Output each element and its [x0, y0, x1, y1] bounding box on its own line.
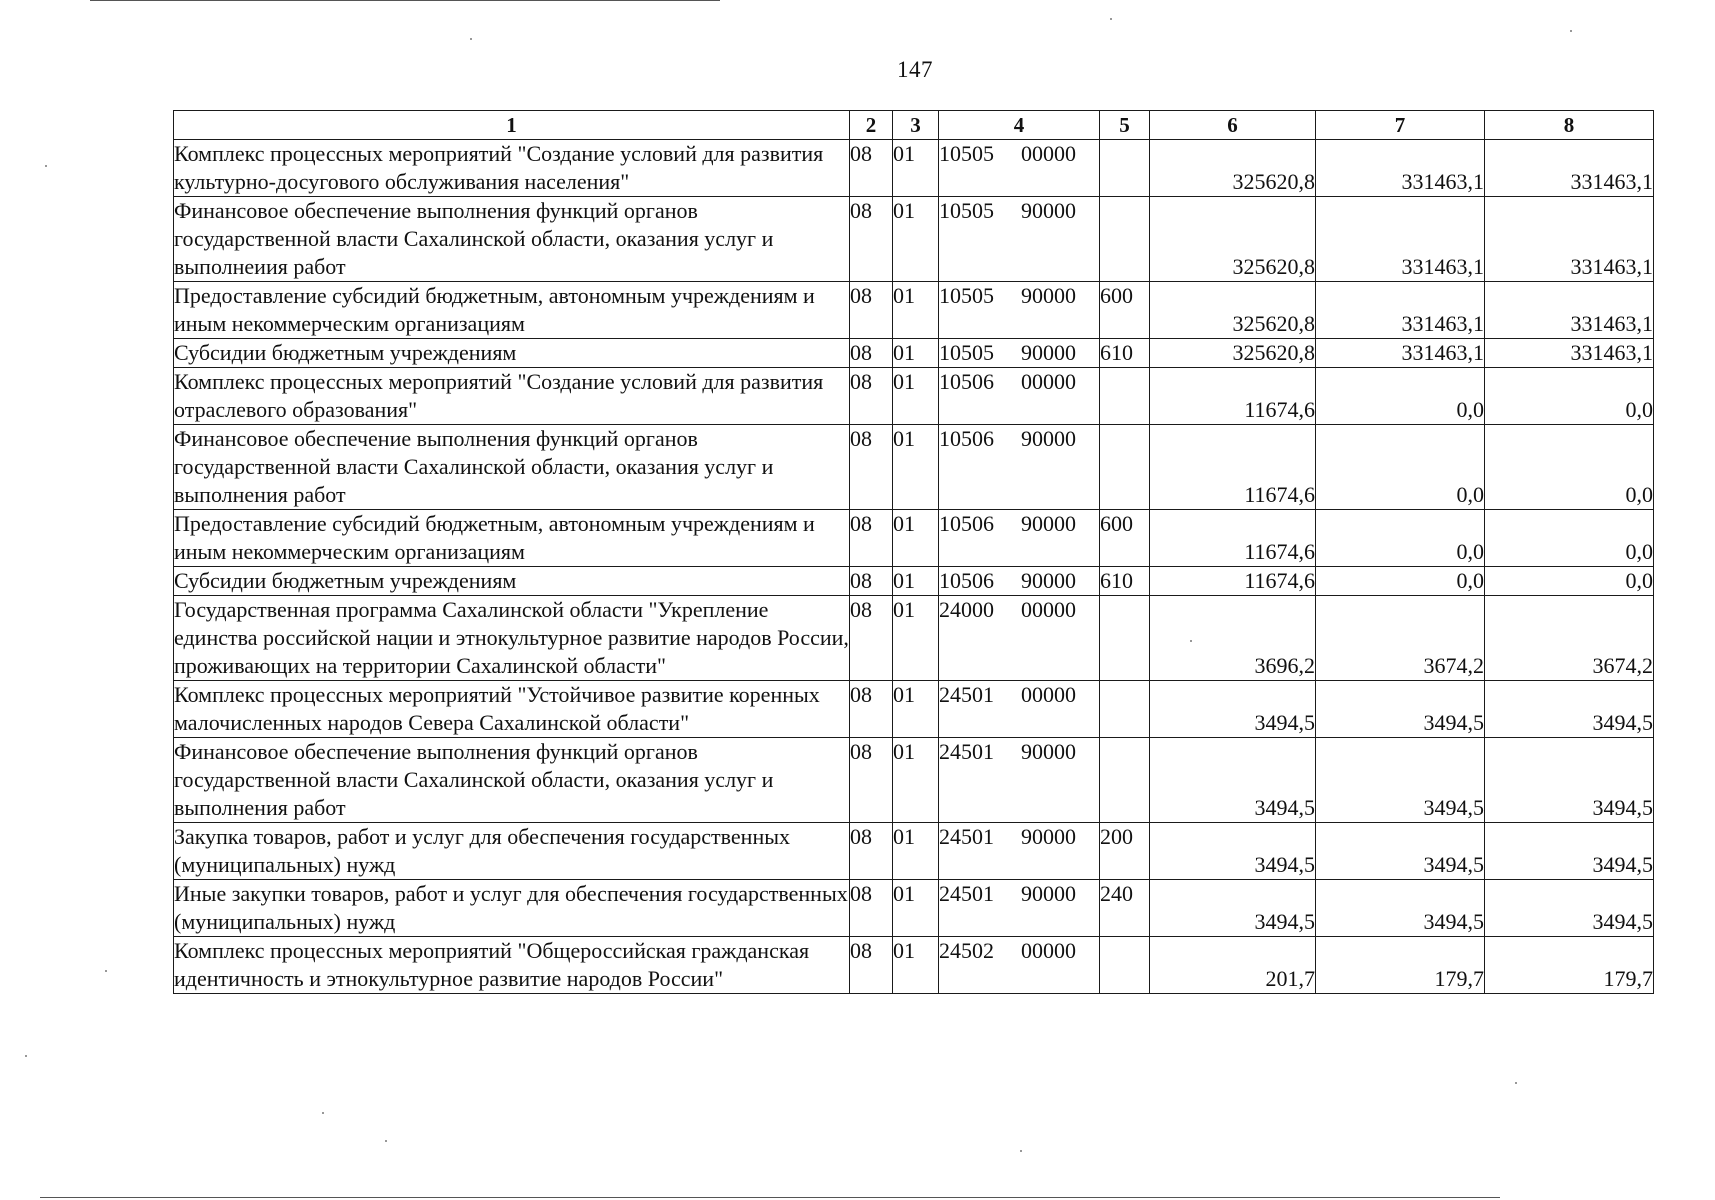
amount-col-6-cell: 3494,5 [1150, 880, 1316, 937]
amount-col-6-cell: 325620,8 [1150, 197, 1316, 282]
target-article-cell [939, 140, 1100, 197]
expense-type-cell [1100, 425, 1150, 510]
expense-type-cell [1100, 738, 1150, 823]
scan-speck [385, 1140, 387, 1142]
row-name-cell: Субсидии бюджетным учреждениям [174, 567, 850, 596]
target-article-direction-code: 90000 [1021, 340, 1076, 365]
target-article-direction-code: 90000 [1021, 824, 1076, 849]
scan-top-edge-line [90, 0, 720, 1]
amount-col-6-cell: 325620,8 [1150, 282, 1316, 339]
amount-col-8-cell: 0,0 [1485, 567, 1654, 596]
target-article-cell [939, 937, 1100, 994]
target-article-cell [939, 738, 1100, 823]
amount-col-6-cell: 3494,5 [1150, 823, 1316, 880]
row-name-cell: Комплекс процессных мероприятий "Устойчивое развитие коренных малочисленных народов Севера Сахалинской области" [174, 681, 850, 738]
section-code-cell: 08 [850, 880, 893, 937]
scan-bottom-edge-line [40, 1197, 1500, 1198]
amount-col-7-cell: 331463,1 [1316, 140, 1485, 197]
header-col-6: 6 [1150, 111, 1316, 140]
target-article-direction-code: 90000 [1021, 568, 1076, 593]
row-name-cell: Предоставление субсидий бюджетным, автономным учреждениям и иным некоммерческим организациям [174, 510, 850, 567]
expense-type-cell: 240 [1100, 880, 1150, 937]
target-article-cell [939, 368, 1100, 425]
target-article-direction-code: 90000 [1021, 739, 1076, 764]
target-article-program-code: 10505 [939, 340, 994, 365]
row-name-cell: Иные закупки товаров, работ и услуг для обеспечения государственных (муниципальных) нужд [174, 880, 850, 937]
amount-col-7-cell: 179,7 [1316, 937, 1485, 994]
subsection-code-cell: 01 [893, 823, 939, 880]
scan-speck [1570, 30, 1572, 32]
header-col-7: 7 [1316, 111, 1485, 140]
scan-speck [1110, 18, 1112, 20]
section-code-cell: 08 [850, 425, 893, 510]
row-name-cell: Финансовое обеспечение выполнения функций органов государственной власти Сахалинской области, оказания услуг и выполнения работ [174, 425, 850, 510]
table-row [174, 140, 1654, 197]
expense-type-cell: 200 [1100, 823, 1150, 880]
row-name-cell: Финансовое обеспечение выполнения функций органов государственной власти Сахалинской области, оказания услуг и выполнения работ [174, 738, 850, 823]
expense-type-cell [1100, 368, 1150, 425]
amount-col-6-cell: 3696,2 [1150, 596, 1316, 681]
target-article-cell [939, 567, 1100, 596]
expense-type-cell [1100, 140, 1150, 197]
section-code-cell: 08 [850, 140, 893, 197]
budget-table [173, 110, 1654, 994]
table-row [174, 197, 1654, 282]
target-article-direction-code: 00000 [1021, 369, 1076, 394]
table-row [174, 567, 1654, 596]
target-article-program-code: 24000 [939, 597, 994, 622]
page-number: 147 [897, 57, 933, 82]
section-code-cell: 08 [850, 937, 893, 994]
expense-type-cell: 600 [1100, 282, 1150, 339]
target-article-direction-code: 00000 [1021, 682, 1076, 707]
target-article-cell [939, 596, 1100, 681]
table-row [174, 738, 1654, 823]
amount-col-7-cell: 331463,1 [1316, 339, 1485, 368]
target-article-program-code: 10506 [939, 511, 994, 536]
amount-col-8-cell: 0,0 [1485, 510, 1654, 567]
target-article-program-code: 10505 [939, 283, 994, 308]
expense-type-cell: 610 [1100, 339, 1150, 368]
target-article-direction-code: 90000 [1021, 426, 1076, 451]
target-article-program-code: 24501 [939, 682, 994, 707]
amount-col-7-cell: 0,0 [1316, 368, 1485, 425]
amount-col-7-cell: 0,0 [1316, 510, 1485, 567]
expense-type-cell: 610 [1100, 567, 1150, 596]
amount-col-8-cell: 0,0 [1485, 425, 1654, 510]
table-header [174, 111, 1654, 140]
amount-col-8-cell: 3674,2 [1485, 596, 1654, 681]
amount-col-6-cell: 11674,6 [1150, 510, 1316, 567]
subsection-code-cell: 01 [893, 425, 939, 510]
table-row [174, 368, 1654, 425]
section-code-cell: 08 [850, 681, 893, 738]
amount-col-8-cell: 331463,1 [1485, 197, 1654, 282]
table-row [174, 937, 1654, 994]
target-article-program-code: 10505 [939, 198, 994, 223]
row-name-cell: Государственная программа Сахалинской области "Укрепление единства российской нации и этнокультурное развитие народов России, проживающих на территории Сахалинской области" [174, 596, 850, 681]
scan-speck [322, 1112, 324, 1114]
target-article-cell [939, 880, 1100, 937]
table-row [174, 425, 1654, 510]
row-name-cell: Комплекс процессных мероприятий "Создание условий для развития отраслевого образования" [174, 368, 850, 425]
expense-type-cell [1100, 937, 1150, 994]
amount-col-7-cell: 3494,5 [1316, 738, 1485, 823]
header-col-1: 1 [174, 111, 850, 140]
scan-speck [1515, 1082, 1517, 1084]
amount-col-8-cell: 3494,5 [1485, 681, 1654, 738]
subsection-code-cell: 01 [893, 510, 939, 567]
subsection-code-cell: 01 [893, 596, 939, 681]
target-article-direction-code: 00000 [1021, 597, 1076, 622]
amount-col-6-cell: 325620,8 [1150, 339, 1316, 368]
target-article-program-code: 24501 [939, 881, 994, 906]
header-col-2: 2 [850, 111, 893, 140]
amount-col-8-cell: 3494,5 [1485, 823, 1654, 880]
expense-type-cell [1100, 681, 1150, 738]
row-name-cell: Предоставление субсидий бюджетным, автономным учреждениям и иным некоммерческим организациям [174, 282, 850, 339]
amount-col-8-cell: 0,0 [1485, 368, 1654, 425]
target-article-cell [939, 510, 1100, 567]
target-article-program-code: 10506 [939, 426, 994, 451]
table-row [174, 880, 1654, 937]
scan-speck [470, 38, 472, 40]
target-article-direction-code: 90000 [1021, 198, 1076, 223]
section-code-cell: 08 [850, 282, 893, 339]
subsection-code-cell: 01 [893, 937, 939, 994]
table-row [174, 339, 1654, 368]
subsection-code-cell: 01 [893, 368, 939, 425]
amount-col-7-cell: 0,0 [1316, 567, 1485, 596]
subsection-code-cell: 01 [893, 282, 939, 339]
subsection-code-cell: 01 [893, 681, 939, 738]
amount-col-8-cell: 3494,5 [1485, 738, 1654, 823]
table-row [174, 681, 1654, 738]
header-row [174, 111, 1654, 140]
amount-col-6-cell: 325620,8 [1150, 140, 1316, 197]
target-article-direction-code: 90000 [1021, 881, 1076, 906]
amount-col-7-cell: 331463,1 [1316, 282, 1485, 339]
target-article-direction-code: 00000 [1021, 938, 1076, 963]
subsection-code-cell: 01 [893, 197, 939, 282]
target-article-program-code: 10506 [939, 369, 994, 394]
scan-speck [105, 970, 107, 972]
subsection-code-cell: 01 [893, 567, 939, 596]
amount-col-7-cell: 3494,5 [1316, 880, 1485, 937]
scan-speck [1190, 640, 1192, 642]
header-col-5: 5 [1100, 111, 1150, 140]
amount-col-7-cell: 3494,5 [1316, 681, 1485, 738]
row-name-cell: Комплекс процессных мероприятий "Создание условий для развития культурно-досугового обслуживания населения" [174, 140, 850, 197]
subsection-code-cell: 01 [893, 880, 939, 937]
section-code-cell: 08 [850, 738, 893, 823]
section-code-cell: 08 [850, 510, 893, 567]
header-col-8: 8 [1485, 111, 1654, 140]
expense-type-cell: 600 [1100, 510, 1150, 567]
section-code-cell: 08 [850, 823, 893, 880]
target-article-cell [939, 197, 1100, 282]
scan-speck [1020, 1150, 1022, 1152]
target-article-program-code: 24502 [939, 938, 994, 963]
amount-col-7-cell: 3494,5 [1316, 823, 1485, 880]
section-code-cell: 08 [850, 197, 893, 282]
scan-speck [45, 165, 47, 167]
section-code-cell: 08 [850, 339, 893, 368]
amount-col-8-cell: 331463,1 [1485, 282, 1654, 339]
amount-col-7-cell: 0,0 [1316, 425, 1485, 510]
table-row [174, 823, 1654, 880]
header-col-4: 4 [939, 111, 1100, 140]
amount-col-6-cell: 11674,6 [1150, 567, 1316, 596]
subsection-code-cell: 01 [893, 339, 939, 368]
row-name-cell: Финансовое обеспечение выполнения функций органов государственной власти Сахалинской области, оказания услуг и выполнеиия работ [174, 197, 850, 282]
amount-col-6-cell: 201,7 [1150, 937, 1316, 994]
section-code-cell: 08 [850, 368, 893, 425]
amount-col-6-cell: 11674,6 [1150, 368, 1316, 425]
amount-col-6-cell: 3494,5 [1150, 681, 1316, 738]
table-row [174, 510, 1654, 567]
expense-type-cell [1100, 197, 1150, 282]
target-article-program-code: 10505 [939, 141, 994, 166]
amount-col-8-cell: 3494,5 [1485, 880, 1654, 937]
row-name-cell: Закупка товаров, работ и услуг для обеспечения государственных (муниципальных) нужд [174, 823, 850, 880]
subsection-code-cell: 01 [893, 738, 939, 823]
table-row [174, 282, 1654, 339]
target-article-program-code: 24501 [939, 739, 994, 764]
section-code-cell: 08 [850, 596, 893, 681]
subsection-code-cell: 01 [893, 140, 939, 197]
target-article-cell [939, 681, 1100, 738]
amount-col-6-cell: 11674,6 [1150, 425, 1316, 510]
amount-col-8-cell: 179,7 [1485, 937, 1654, 994]
amount-col-8-cell: 331463,1 [1485, 140, 1654, 197]
amount-col-7-cell: 3674,2 [1316, 596, 1485, 681]
target-article-cell [939, 339, 1100, 368]
row-name-cell: Комплекс процессных мероприятий "Общероссийская гражданская идентичность и этнокультурное развитие народов России" [174, 937, 850, 994]
amount-col-7-cell: 331463,1 [1316, 197, 1485, 282]
target-article-direction-code: 00000 [1021, 141, 1076, 166]
target-article-direction-code: 90000 [1021, 283, 1076, 308]
row-name-cell: Субсидии бюджетным учреждениям [174, 339, 850, 368]
section-code-cell: 08 [850, 567, 893, 596]
target-article-program-code: 24501 [939, 824, 994, 849]
expense-type-cell [1100, 596, 1150, 681]
table-body [174, 140, 1654, 994]
scan-speck [25, 1055, 27, 1057]
amount-col-6-cell: 3494,5 [1150, 738, 1316, 823]
amount-col-8-cell: 331463,1 [1485, 339, 1654, 368]
target-article-cell [939, 282, 1100, 339]
target-article-cell [939, 823, 1100, 880]
header-col-3: 3 [893, 111, 939, 140]
target-article-program-code: 10506 [939, 568, 994, 593]
target-article-cell [939, 425, 1100, 510]
target-article-direction-code: 90000 [1021, 511, 1076, 536]
table-row [174, 596, 1654, 681]
